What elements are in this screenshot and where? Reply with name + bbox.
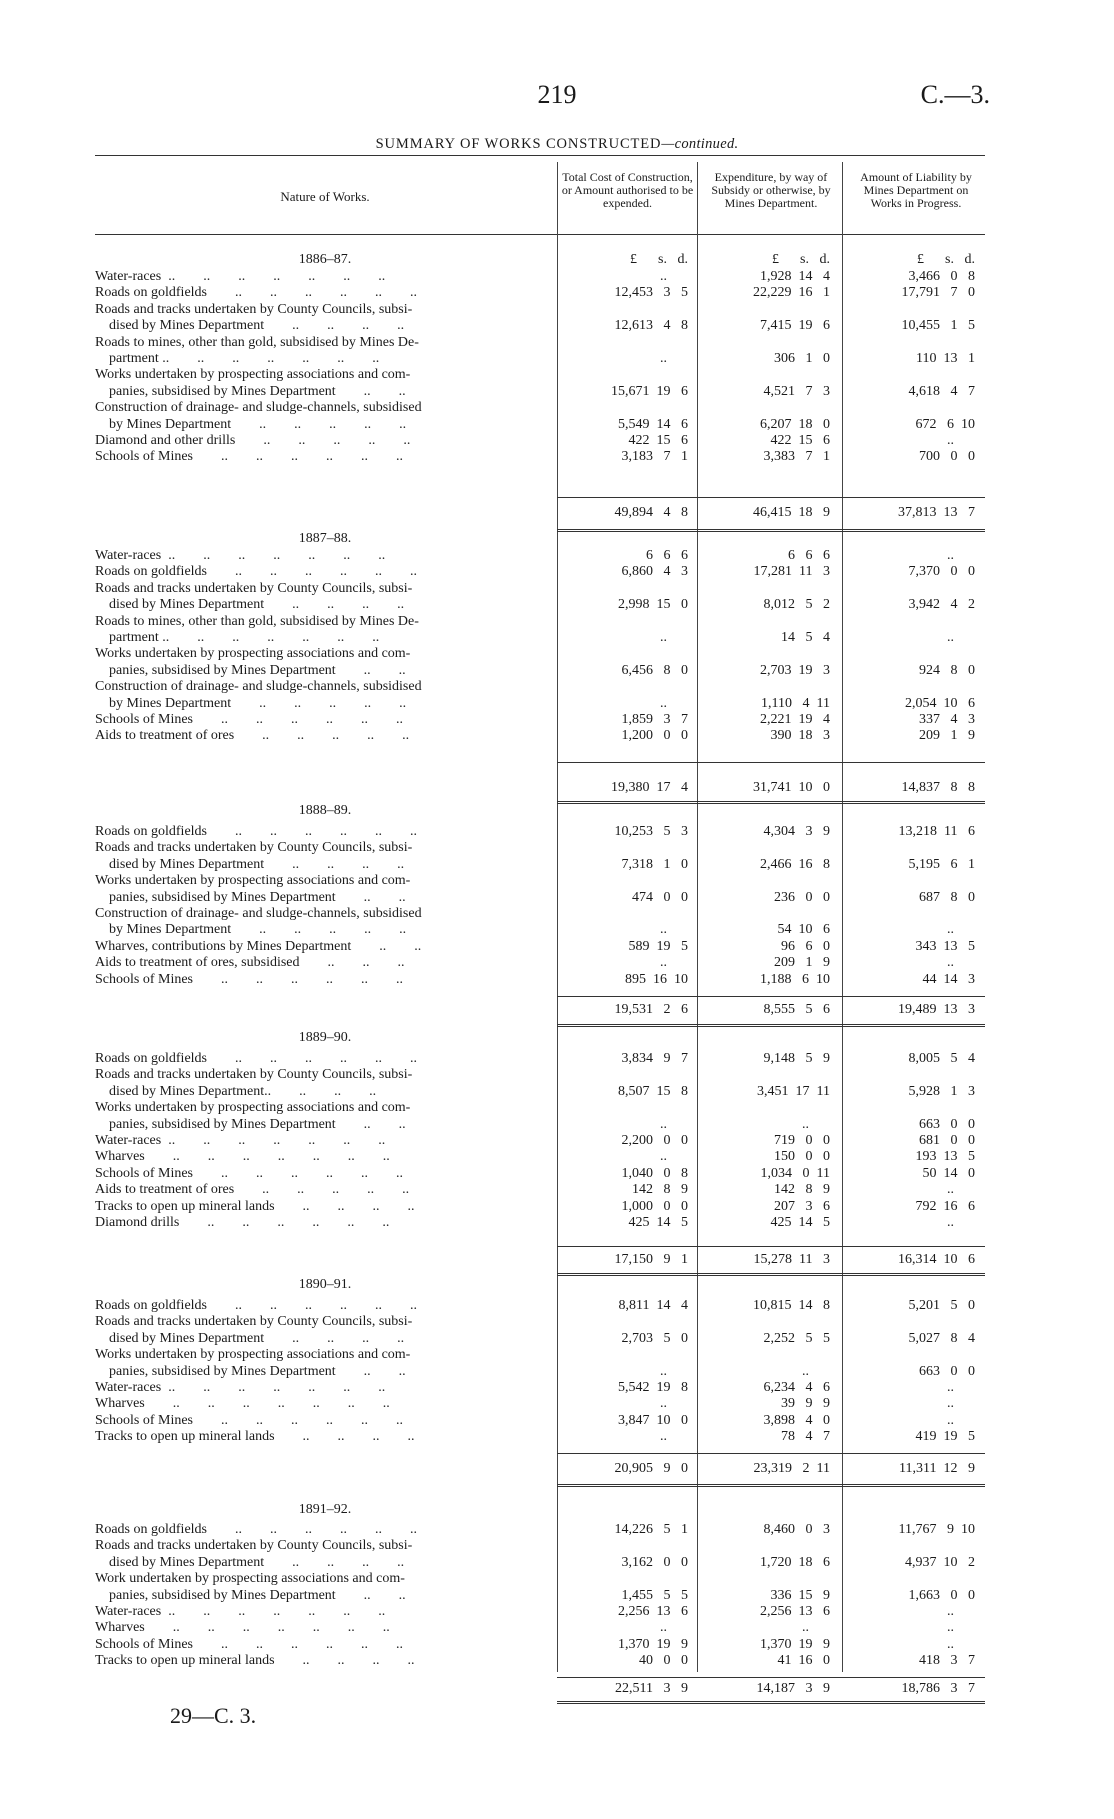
section-total: 18,786 3 7 [901, 1681, 975, 1696]
total-rule-bottom [557, 1024, 985, 1027]
column-rule-2 [697, 162, 698, 1672]
section-total: 17,150 9 1 [614, 1252, 688, 1267]
works-list: Roads on goldfields .. .. .. .. .. .. Roads and tracks undertaken by County Councils, subsi- dised by Mines Department .. .. .. .. Work undertaken by prospecting associations and com- panies, subsidised by Mines Department .. .. Water-races .. .. .. .. .. .. .. Wharves .. .. .. .. .. .. .. Schools of Mines .. .. .. .. .. .. Tracks to open up mineral lands .. .. .. .. [95, 1522, 417, 1669]
total-rule-top [557, 1453, 985, 1454]
section-total: 49,894 4 8 [614, 505, 688, 520]
section-total: 14,187 3 9 [756, 1681, 830, 1696]
section-total: 20,905 9 0 [614, 1461, 688, 1476]
total-rule-top [557, 1677, 985, 1678]
section-year: 1891–92. [298, 1502, 352, 1517]
header-bottom-rule [95, 234, 985, 235]
expenditure-values: 10,815 14 8 2,252 5 5 .. 6,234 4 6 39 9 9 3,898 4 0 78 4 7 [753, 1298, 830, 1445]
title-main: SUMMARY OF WORKS CONSTRUCTED [375, 136, 662, 152]
section-total: 23,319 2 11 [753, 1461, 830, 1476]
total-cost-values: 10,253 5 3 7,318 1 0 474 0 0 .. 589 19 5 .. 895 16 10 [614, 824, 688, 987]
section-year: 1890–91. [298, 1277, 352, 1292]
currency-header: £ s. d. [630, 252, 688, 267]
section-total: 22,511 3 9 [615, 1681, 688, 1696]
total-cost-values: 8,811 14 4 2,703 5 0 .. 5,542 19 8 .. 3,847 10 0 .. [618, 1298, 688, 1445]
expenditure-values: 8,460 0 3 1,720 18 6 336 15 9 2,256 13 6 .. 1,370 19 9 41 16 0 [760, 1522, 830, 1669]
liability-values: 13,218 11 6 5,195 6 1 687 8 0 .. 343 13 5 .. 44 14 3 [898, 824, 975, 987]
total-cost-values: 14,226 5 1 3,162 0 0 1,455 5 5 2,256 13 6 .. 1,370 19 9 40 0 0 [614, 1522, 688, 1669]
header-total-cost: Total Cost of Construction, or Amount authorised to be expended. [561, 170, 694, 210]
total-rule-top [557, 1246, 985, 1247]
section-total: 11,311 12 9 [899, 1461, 975, 1476]
works-list: Roads on goldfields .. .. .. .. .. .. Roads and tracks undertaken by County Councils, subsi- dised by Mines Department.. .. .. .. Works undertaken by prospecting associations and com- panies, subsidised by Mines Department .. .. Water-races .. .. .. .. .. .. .. Wharves .. .. .. .. .. .. .. Schools of Mines .. .. .. .. .. .. Aids to treatment of ores .. .. .. .. .. Tracks to open up mineral lands .. .. .. .. Diamond drills .. .. .. .. .. .. [95, 1051, 417, 1231]
works-list: Roads on goldfields .. .. .. .. .. .. Roads and tracks undertaken by County Councils, subsi- dised by Mines Department .. .. .. .. Works undertaken by prospecting associations and com- panies, subsidised by Mines Department .. .. Construction of drainage- and sludge-channels, subsidised by Mines Department .. .. .. .. .. Wharves, contributions by Mines Department .. .. Aids to treatment of ores, subsidised .. .. .. Schools of Mines .. .. .. .. .. .. [95, 824, 422, 987]
page-title [0, 136, 1114, 153]
liability-values: 11,767 9 10 4,937 10 2 1,663 0 0 .. .. .. 418 3 7 [898, 1522, 975, 1669]
page-number: 219 [537, 80, 577, 109]
section-total: 46,415 18 9 [753, 505, 830, 520]
title-suffix: —continued. [661, 136, 739, 152]
section-year: 1886–87. [298, 252, 352, 267]
total-rule-top [557, 762, 985, 763]
total-rule-top [557, 996, 985, 997]
works-list: Roads on goldfields .. .. .. .. .. .. Roads and tracks undertaken by County Councils, subsi- dised by Mines Department .. .. .. .. Works undertaken by prospecting associations and com- panies, subsidised by Mines Department .. .. Water-races .. .. .. .. .. .. .. Wharves .. .. .. .. .. .. .. Schools of Mines .. .. .. .. .. .. Tracks to open up mineral lands .. .. .. .. [95, 1298, 417, 1445]
section-total: 19,489 13 3 [898, 1002, 975, 1017]
header-nature-of-works: Nature of Works. [280, 189, 370, 204]
section-year: 1888–89. [298, 803, 352, 818]
total-cost-values: .. 12,453 3 5 12,613 4 8 .. 15,671 19 6 5,549 14 6 422 15 6 3,183 7 1 [611, 269, 688, 465]
column-rule-3 [842, 162, 843, 1672]
total-cost-values: 6 6 6 6,860 4 3 2,998 15 0 .. 6,456 8 0 .. 1,859 3 7 1,200 0 0 [618, 548, 688, 744]
total-rule-bottom [557, 801, 985, 804]
header-liability: Amount of Liability by Mines Department on Works in Progress. [860, 170, 972, 210]
liability-values: .. 7,370 0 0 3,942 4 2 .. 924 8 0 2,054 10 6 337 4 3 209 1 9 [905, 548, 975, 744]
section-total: 16,314 10 6 [898, 1252, 975, 1267]
header-expenditure: Expenditure, by way of Subsidy or otherwise, by Mines Department. [711, 170, 831, 210]
section-total: 31,741 10 0 [753, 780, 830, 795]
total-cost-values: 3,834 9 7 8,507 15 8 .. 2,200 0 0 .. 1,040 0 8 142 8 9 1,000 0 0 425 14 5 [618, 1051, 688, 1231]
currency-header: £ s. d. [917, 252, 975, 267]
section-total: 19,380 17 4 [611, 780, 688, 795]
section-year: 1889–90. [298, 1030, 352, 1045]
section-total: 19,531 2 6 [614, 1002, 688, 1017]
column-rule-1 [557, 162, 558, 1672]
document-reference: C.—3. [920, 80, 990, 109]
liability-values: 5,201 5 0 5,027 8 4 663 0 0 .. .. .. 419 19 5 [908, 1298, 975, 1445]
liability-values: 8,005 5 4 5,928 1 3 663 0 0 681 0 0 193 13 5 50 14 0 .. 792 16 6 .. [908, 1051, 975, 1231]
section-total: 8,555 5 6 [763, 1002, 830, 1017]
total-rule-bottom [557, 1273, 985, 1276]
section-year: 1887–88. [298, 531, 352, 546]
page-footer: 29—C. 3. [170, 1703, 257, 1728]
section-total: 14,837 8 8 [901, 780, 975, 795]
total-rule-bottom [557, 529, 985, 532]
total-rule-top [557, 497, 985, 498]
works-list: Water-races .. .. .. .. .. .. .. Roads on goldfields .. .. .. .. .. .. Roads and tracks undertaken by County Councils, subsi- dised by Mines Department .. .. .. .. Roads to mines, other than gold, subsidised by Mines De- partment .. .. .. .. .. .. .. Works undertaken by prospecting associations and com- panies, subsidised by Mines Department .. .. Construction of drainage- and sludge-channels, subsidised by Mines Department .. .. .. .. .. Diamond and other drills .. .. .. .. .. Schools of Mines .. .. .. .. .. .. [95, 269, 422, 465]
section-total: 37,813 13 7 [898, 505, 975, 520]
expenditure-values: 4,304 3 9 2,466 16 8 236 0 0 54 10 6 96 6 0 209 1 9 1,188 6 10 [760, 824, 830, 987]
expenditure-values: 6 6 6 17,281 11 3 8,012 5 2 14 5 4 2,703 19 3 1,110 4 11 2,221 19 4 390 18 3 [753, 548, 830, 744]
works-list: Water-races .. .. .. .. .. .. .. Roads on goldfields .. .. .. .. .. .. Roads and tracks undertaken by County Councils, subsi- dised by Mines Department .. .. .. .. Roads to mines, other than gold, subsidised by Mines De- partment .. .. .. .. .. .. .. Works undertaken by prospecting associations and com- panies, subsidised by Mines Department .. .. Construction of drainage- and sludge-channels, subsidised by Mines Department .. .. .. .. .. Schools of Mines .. .. .. .. .. .. Aids to treatment of ores .. .. .. .. .. [95, 548, 422, 744]
header-top-rule [95, 155, 985, 156]
section-total: 15,278 11 3 [753, 1252, 830, 1267]
expenditure-values: 9,148 5 9 3,451 17 11 .. 719 0 0 150 0 0 1,034 0 11 142 8 9 207 3 6 425 14 5 [757, 1051, 830, 1231]
total-rule-bottom [557, 1701, 985, 1704]
liability-values: 3,466 0 8 17,791 7 0 10,455 1 5 110 13 1 4,618 4 7 672 6 10 .. 700 0 0 [901, 269, 975, 465]
currency-header: £ s. d. [772, 252, 830, 267]
total-rule-bottom [557, 1484, 985, 1487]
expenditure-values: 1,928 14 4 22,229 16 1 7,415 19 6 306 1 0 4,521 7 3 6,207 18 0 422 15 6 3,383 7 1 [753, 269, 830, 465]
